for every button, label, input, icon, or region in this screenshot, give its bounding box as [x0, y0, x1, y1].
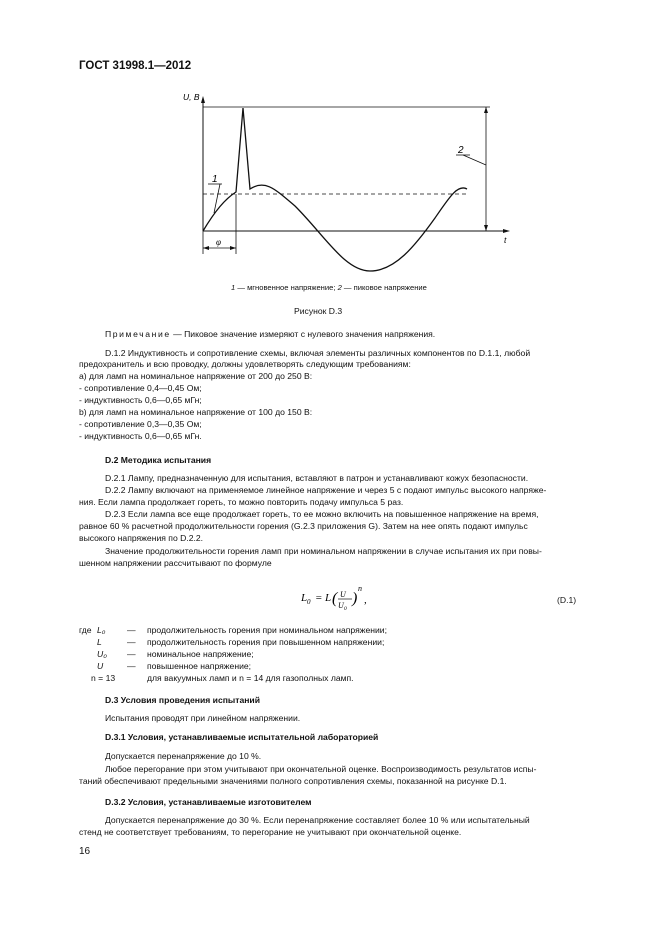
x-axis-arrow-icon [503, 229, 510, 233]
d31-p2-line1: Любое перегорание при этом учитывают при окончательной оценке. Воспроизводимость результатов испы- [105, 764, 537, 774]
glossary-text: продолжительность горения при повышенном напряжении; [147, 637, 385, 647]
glossary-text: номинальное напряжение; [147, 649, 254, 659]
symbol-glossary [79, 625, 599, 687]
d32-p1-line1: Допускается перенапряжение до 30 %. Если перенапряжение составляет более 10 % или испытательный [105, 815, 530, 825]
glossary-dash: — [127, 661, 136, 671]
page-number: 16 [79, 846, 91, 857]
figure-legend: 1 — мгновенное напряжение; 2 — пиковое напряжение [231, 283, 427, 292]
d12-line1: D.1.2 Индуктивность и сопротивление схемы, включая элементы различных компонентов по D.1.1, любой [105, 348, 531, 358]
glossary-symbol: L₀ [97, 625, 106, 635]
d23-line2: равное 60 % расчетной продолжительности горения (G.2.3 приложения G). Затем на нее опять подают импульс [79, 521, 528, 531]
glossary-text: повышенное напряжение; [147, 661, 252, 671]
d12-item-b: b) для ламп на номинальное напряжение от 100 до 150 В: [79, 407, 313, 417]
glossary-symbol: U [97, 661, 104, 671]
label-2: 2 [458, 145, 464, 156]
figure-d3-diagram [170, 86, 510, 286]
d32-p1-line2: стенд не соответствует требованиям, то перегорание не учитывают при окончательной оценке. [79, 827, 462, 837]
svg-text:U: U [340, 590, 346, 599]
d22-line2: ния. Если лампа продолжает гореть, то можно повторить подачу импульса 5 раз. [79, 497, 404, 507]
glossary-text: для вакуумных ламп и n = 14 для газополных ламп. [147, 673, 354, 683]
phi-label: φ [216, 237, 221, 247]
d2-p4-line2: шенном напряжении рассчитывают по формуле [79, 558, 272, 568]
svg-text:,: , [364, 594, 367, 606]
voltage-waveform [203, 108, 467, 271]
dim-arrow-top-icon [484, 107, 488, 113]
glossary-symbol: U₀ [97, 649, 107, 659]
d32-heading: D.3.2 Условия, устанавливаемые изготовителем [105, 797, 312, 807]
glossary-symbol: L [97, 637, 102, 647]
d3-heading: D.3 Условия проведения испытаний [105, 695, 260, 705]
glossary-dash: — [127, 649, 136, 659]
figure-caption: Рисунок D.3 [294, 306, 343, 316]
phi-arrow-left-icon [203, 246, 209, 250]
svg-text:): ) [352, 590, 358, 607]
y-axis-label: U, B [183, 92, 200, 102]
svg-text:(: ( [332, 590, 338, 607]
phi-arrow-right-icon [230, 246, 236, 250]
note: Примечание — Пиковое значение измеряют с нулевого значения напряжения. [105, 329, 436, 339]
d31-p2-line2: таний обеспечивают предельными значениями полного сопротивления схемы, показанной на рисунке D.1. [79, 776, 507, 786]
d12-item-a: а) для ламп на номинальное напряжение от 200 до 250 В: [79, 371, 313, 381]
glossary-dash: — [127, 625, 136, 635]
d31-heading: D.3.1 Условия, устанавливаемые испытательной лабораторией [105, 732, 379, 742]
d31-p1: Допускается перенапряжение до 10 %. [105, 751, 262, 761]
d12-item-b-inductance: - индуктивность 0,6—0,65 мГн. [79, 431, 202, 441]
glossary-symbol: n = 13 [91, 673, 116, 683]
d21-text: D.2.1 Лампу, предназначенную для испытания, вставляют в патрон и устанавливают кожух безопасности. [105, 473, 529, 483]
d2-p4-line1: Значение продолжительности горения ламп при номинальном напряжении в случае испытания их при повы- [105, 546, 542, 556]
svg-text:0: 0 [344, 606, 347, 612]
d12-item-a-resistance: - сопротивление 0,4—0,45 Ом; [79, 383, 202, 393]
formula-number: (D.1) [557, 595, 577, 605]
document-header: ГОСТ 31998.1—2012 [79, 60, 192, 72]
d2-heading: D.2 Методика испытания [105, 455, 212, 465]
glossary-dash: — [127, 637, 136, 647]
leader-2 [463, 155, 486, 165]
d12-item-b-resistance: - сопротивление 0,3—0,35 Ом; [79, 419, 202, 429]
svg-text:=: = [315, 592, 323, 604]
formula-d1 [301, 582, 381, 619]
d23-line1: D.2.3 Если лампа все еще продолжает гореть, то ее можно включить на повышенное напряжение на время, [105, 509, 539, 519]
svg-text:L: L [301, 592, 308, 604]
y-axis-arrow-icon [201, 96, 205, 103]
d12-line2: предохранитель и всю проводку, должны удовлетворять следующим требованиям: [79, 359, 411, 369]
glossary-where: где [79, 625, 92, 635]
svg-text:U: U [338, 601, 344, 610]
svg-text:n: n [358, 584, 362, 593]
x-axis-label: t [504, 235, 507, 245]
svg-text:0: 0 [307, 598, 311, 606]
d22-line1: D.2.2 Лампу включают на применяемое линейное напряжение и через 5 с подают импульс высокого напряже- [105, 485, 547, 495]
label-1: 1 [212, 174, 218, 185]
d12-item-a-inductance: - индуктивность 0,6—0,65 мГн; [79, 395, 202, 405]
svg-text:L: L [325, 592, 332, 604]
glossary-text: продолжительность горения при номинальном напряжении; [147, 625, 387, 635]
dim-arrow-bottom-icon [484, 225, 488, 231]
d3-text: Испытания проводят при линейном напряжении. [105, 713, 301, 723]
d23-line3: высокого напряжения по D.2.2. [79, 533, 204, 543]
